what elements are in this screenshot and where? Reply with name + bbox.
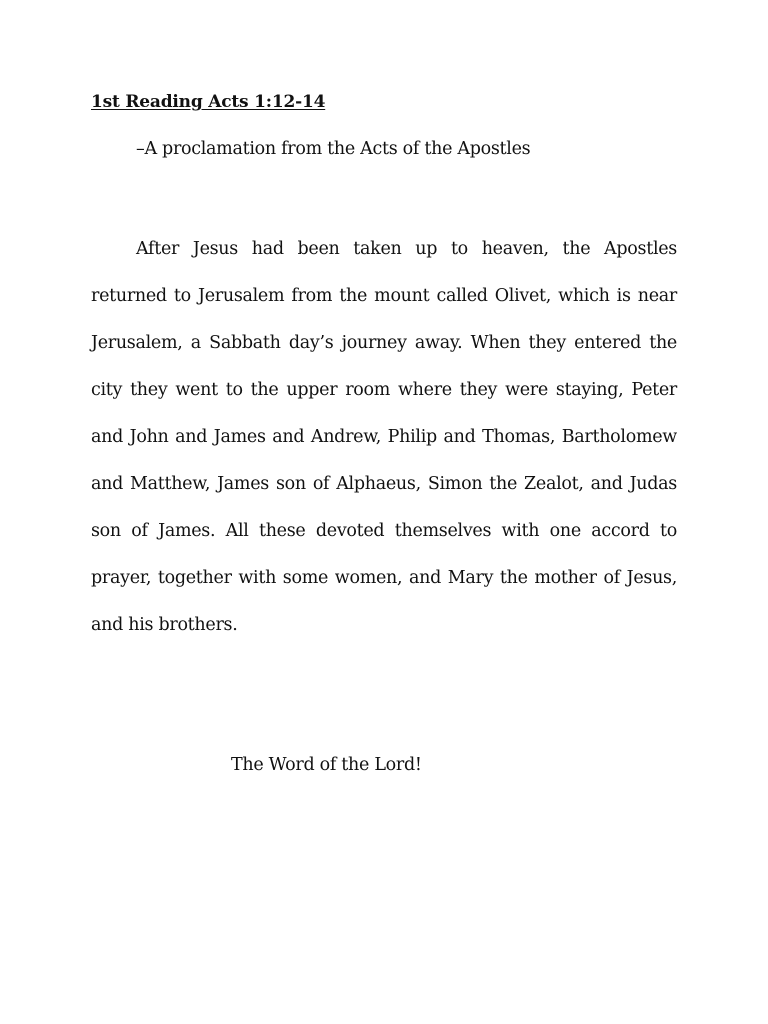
reading-body: After Jesus had been taken up to heaven, the Apostles returned to Jerusalem from the mount called Olivet, which is near Jerusalem, a Sabbath day’s journey away. When they entered the city they went to the upper room where they were staying, Peter and John and James and Andrew, Philip and Thomas, Bartholomew and Matthew, James son of Alphaeus, Simon the Zealot, and Judas son of James. All these devoted themselves with one accord to prayer, together with some women, and Mary the mother of Jesus, and his brothers. [91,239,677,635]
reading-heading: 1st Reading Acts 1:12-14 [91,92,326,112]
closing-acclamation: The Word of the Lord! [231,755,422,775]
reading-subtitle: –A proclamation from the Acts of the Apostles [136,139,531,159]
